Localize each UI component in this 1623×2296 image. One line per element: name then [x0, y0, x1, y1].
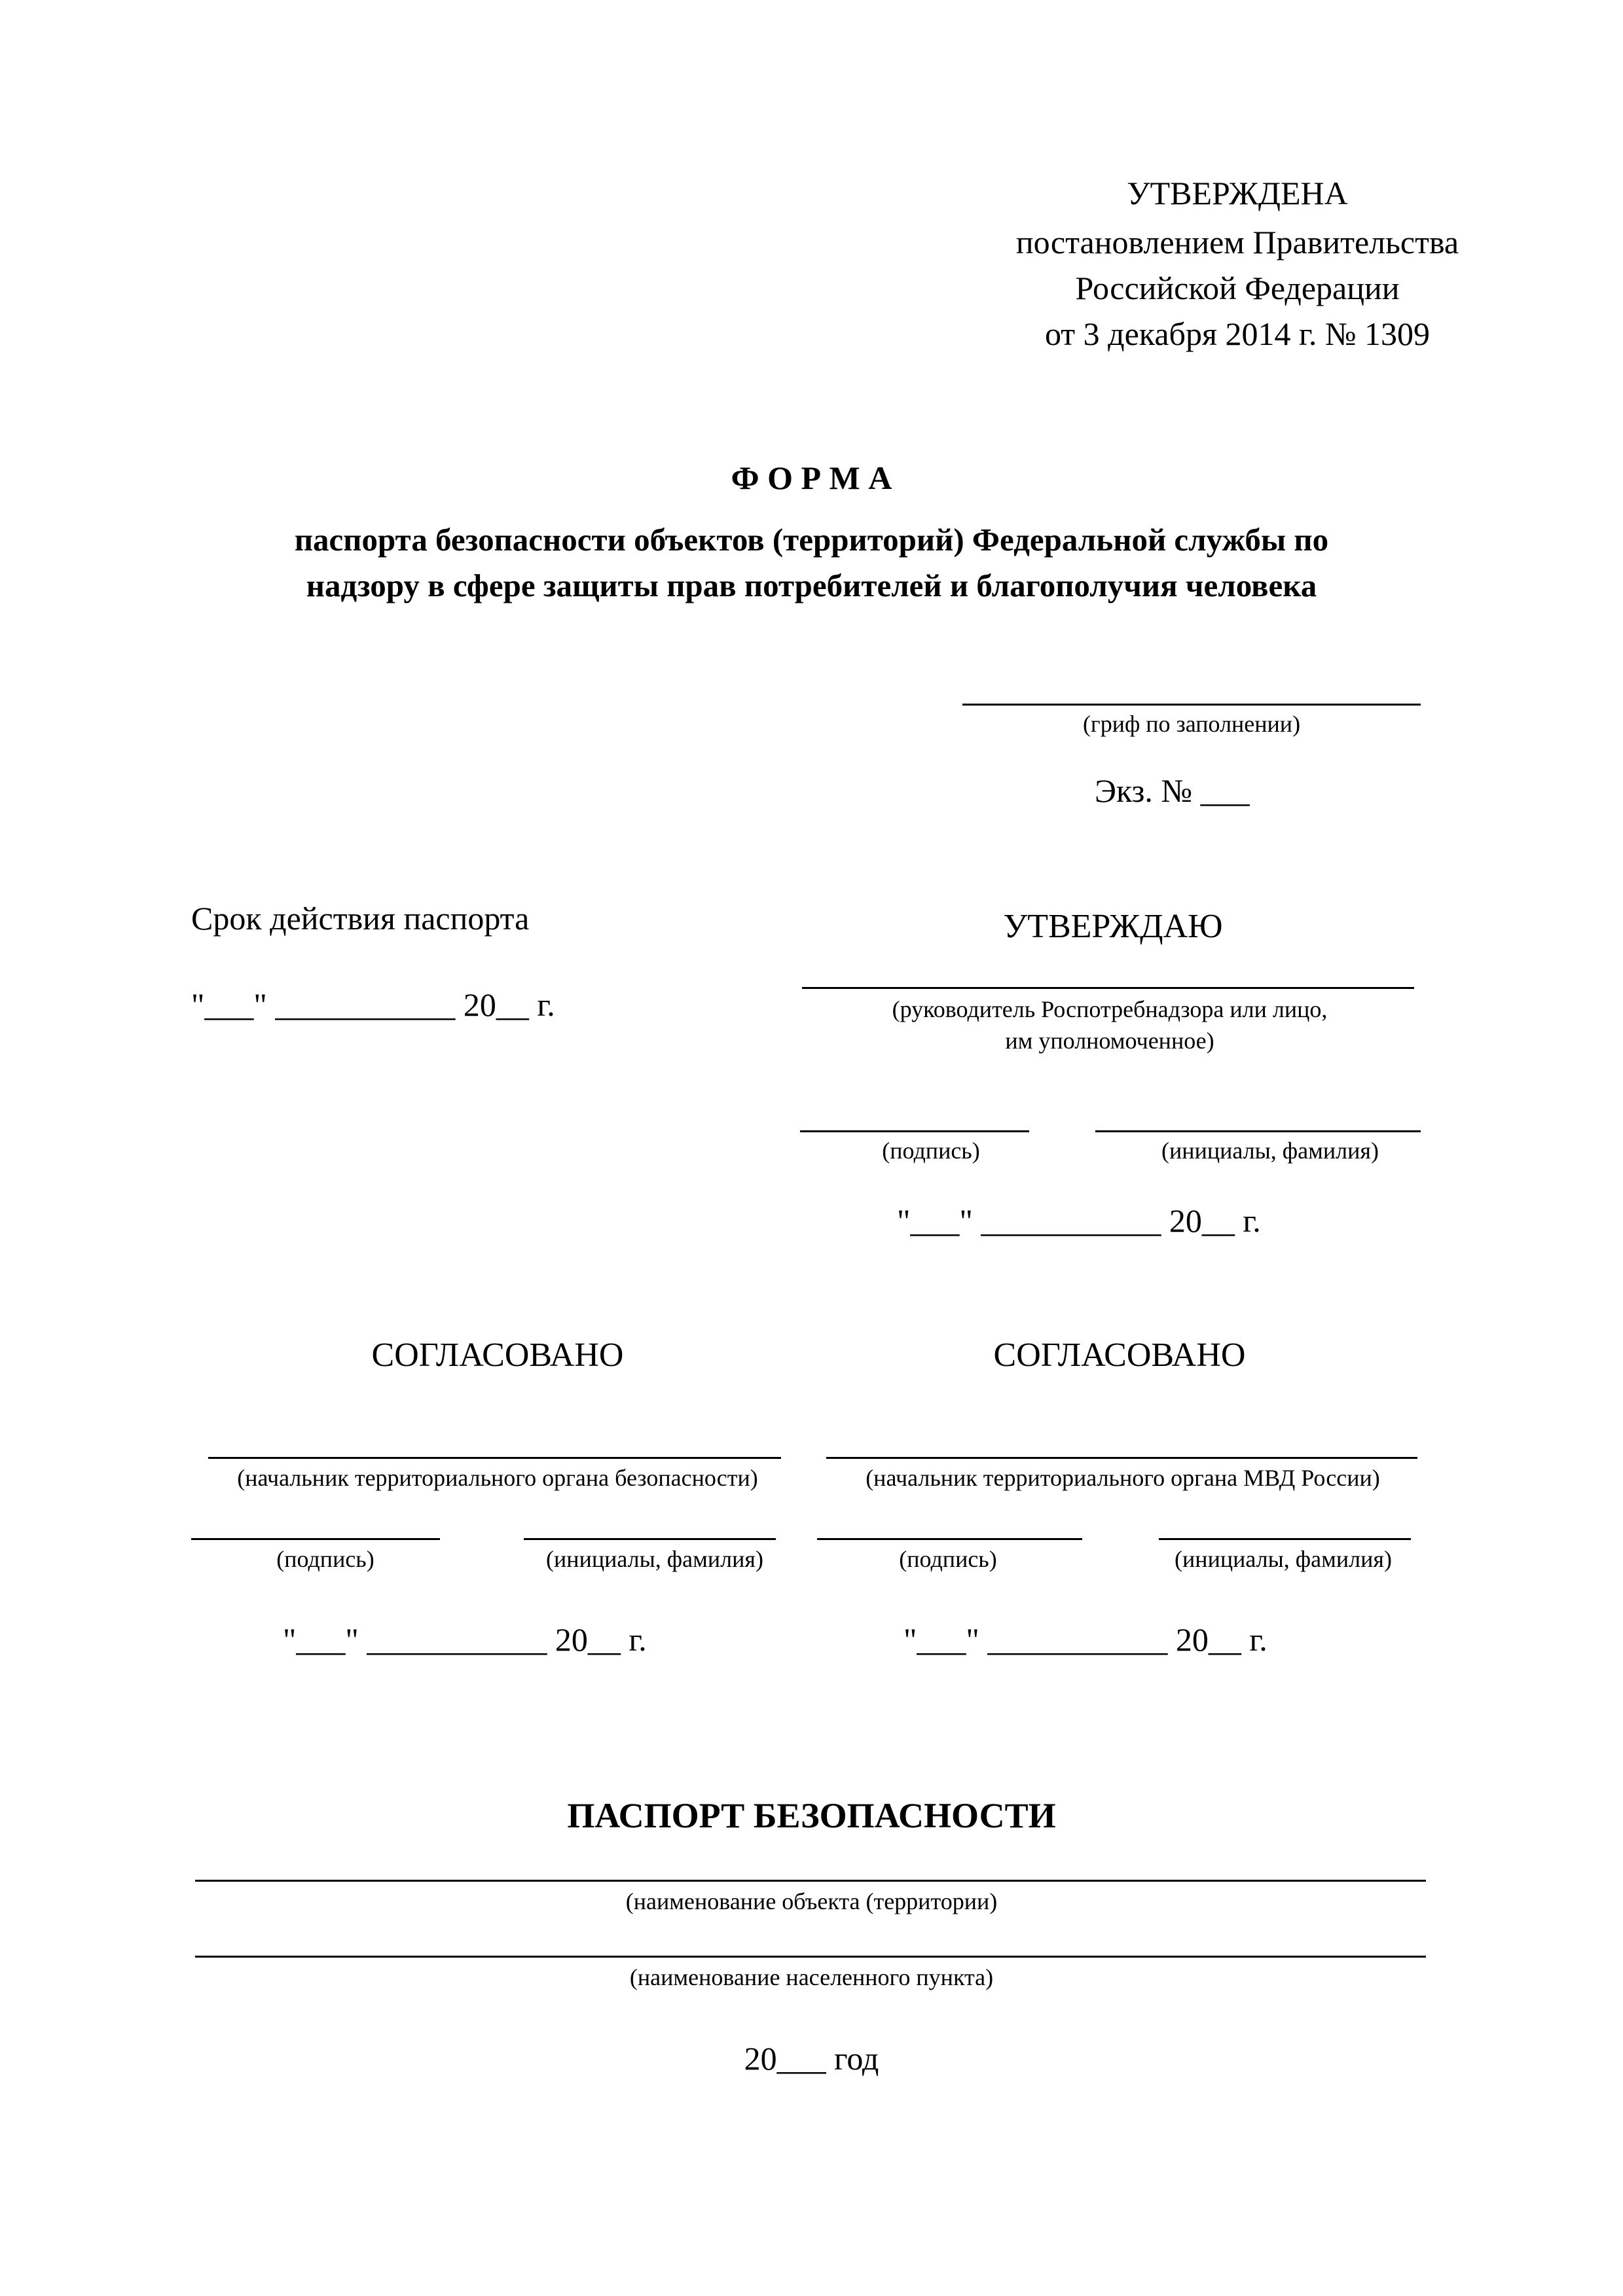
- agreed-right-title: СОГЛАСОВАНО: [993, 1336, 1246, 1374]
- agreed-left-head-line: [208, 1457, 781, 1459]
- approve-title: УТВЕРЖДАЮ: [1003, 908, 1223, 945]
- approval-line-3: от 3 декабря 2014 г. № 1309: [1044, 315, 1431, 352]
- agreed-right-signature-caption: (подпись): [899, 1546, 997, 1572]
- approve-date: "___" ___________ 20__ г.: [897, 1202, 1261, 1239]
- approve-caption-line-1: (руководитель Роспотребнадзора или лицо,: [892, 996, 1328, 1022]
- approve-name-line: [1095, 1130, 1421, 1132]
- form-subtitle-line-1: паспорта безопасности объектов (территорий) Федеральной службы по: [294, 522, 1329, 558]
- approval-title: УТВЕРЖДЕНА: [1127, 175, 1348, 211]
- classification-caption: (гриф по заполнении): [1082, 711, 1301, 737]
- agreed-right-head-line: [826, 1457, 1417, 1459]
- approve-head-line: [802, 987, 1414, 989]
- agreed-left-signature-line: [191, 1538, 440, 1540]
- agreed-left-name-line: [524, 1538, 776, 1540]
- approval-line-1: постановлением Правительства: [1015, 224, 1459, 260]
- form-subtitle-line-2: надзору в сфере защиты прав потребителей и благополучия человека: [306, 567, 1317, 603]
- agreed-right-name-line: [1159, 1538, 1411, 1540]
- agreed-left-name-caption: (инициалы, фамилия): [546, 1546, 763, 1572]
- passport-year: 20___ год: [744, 2040, 879, 2077]
- classification-line: [962, 704, 1421, 706]
- copy-number: Экз. № ___: [1095, 772, 1250, 809]
- agreed-right-date: "___" ___________ 20__ г.: [903, 1621, 1267, 1658]
- approve-signature-line: [800, 1130, 1029, 1132]
- agreed-left-title: СОГЛАСОВАНО: [371, 1336, 624, 1374]
- approve-name-caption: (инициалы, фамилия): [1161, 1138, 1379, 1164]
- agreed-right-signature-line: [817, 1538, 1082, 1540]
- validity-date: "___" ___________ 20__ г.: [191, 986, 555, 1023]
- validity-label: Срок действия паспорта: [191, 900, 530, 937]
- agreed-right-caption: (начальник территориального органа МВД России): [866, 1465, 1380, 1491]
- locality-name-caption: (наименование населенного пункта): [629, 1964, 994, 1990]
- agreed-left-date: "___" ___________ 20__ г.: [283, 1621, 647, 1658]
- object-name-line: [195, 1880, 1426, 1882]
- agreed-left-caption: (начальник территориального органа безопасности): [237, 1465, 758, 1491]
- object-name-caption: (наименование объекта (территории): [625, 1888, 998, 1914]
- form-heading: Ф О Р М А: [731, 459, 892, 496]
- locality-name-line: [195, 1956, 1426, 1958]
- agreed-right-name-caption: (инициалы, фамилия): [1175, 1546, 1392, 1572]
- agreed-left-signature-caption: (подпись): [276, 1546, 374, 1572]
- approve-caption-line-2: им уполномоченное): [1005, 1028, 1214, 1054]
- passport-title: ПАСПОРТ БЕЗОПАСНОСТИ: [567, 1796, 1056, 1835]
- approval-line-2: Российской Федерации: [1075, 270, 1400, 306]
- approve-signature-caption: (подпись): [882, 1138, 980, 1164]
